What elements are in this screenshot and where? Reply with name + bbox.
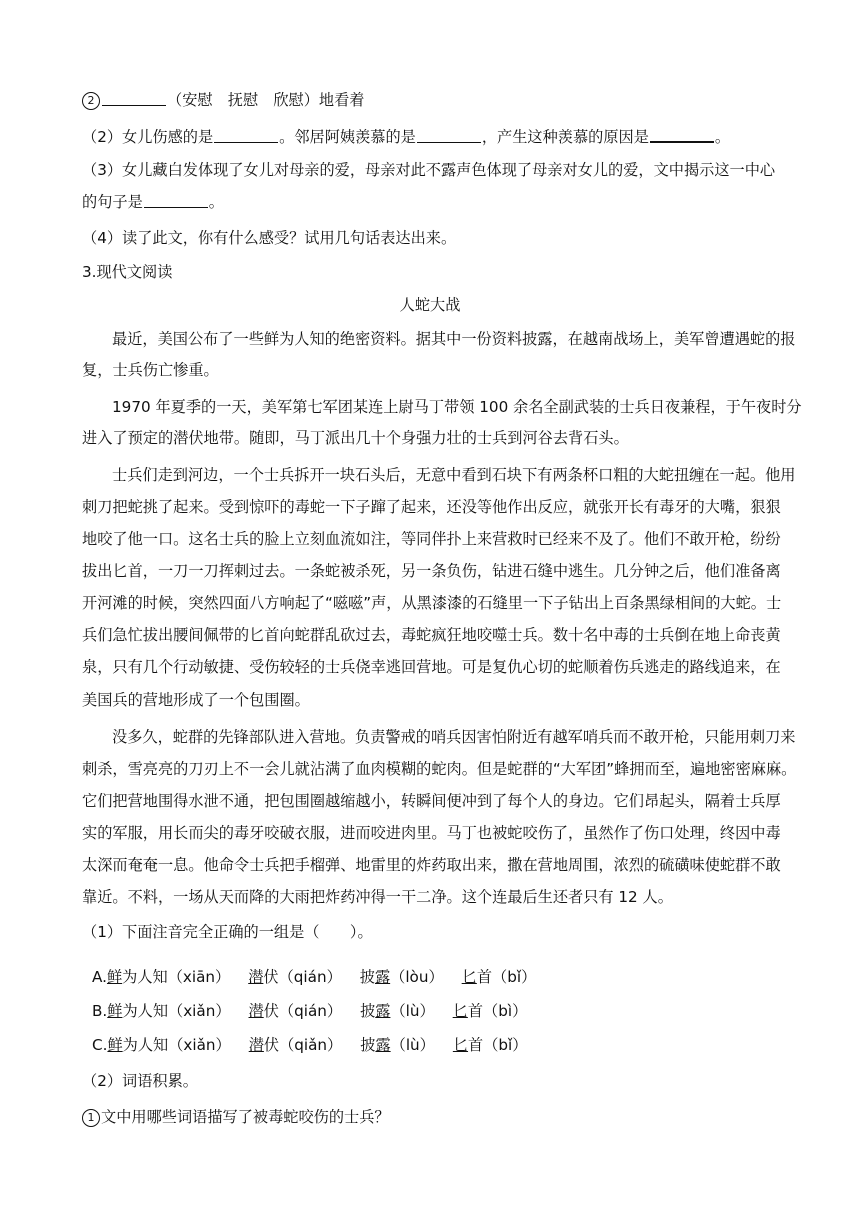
passage-line: 地咬了他一口。这名士兵的脸上立刻血流如注，等同伴扑上来营救时已经来不及了。他们不敢开枪，纷纷 bbox=[82, 530, 781, 548]
passage-line: 开河滩的时候，突然四面八方响起了“嗞嗞”声，从黑漆漆的石缝里一下子钻出上百条黑绿相间的大蛇。士 bbox=[82, 594, 782, 612]
option-b[interactable]: B.鲜为人知（xiǎn） 潜伏（qián） 披露（lù） 匕首（bì） bbox=[92, 1002, 528, 1020]
answer-blank[interactable] bbox=[144, 193, 208, 208]
option-a[interactable]: A.鲜为人知（xiān） 潜伏（qián） 披露（lòu） 匕首（bǐ） bbox=[92, 968, 537, 986]
passage-line: 1970 年夏季的一天，美军第七军团某连上尉马丁带领 100 余名全副武装的士兵日夜兼程，于午夜时分 bbox=[112, 398, 802, 416]
question-2-item-1: 1 文中用哪些词语描写了被毒蛇咬伤的士兵？ bbox=[82, 1107, 782, 1127]
passage-line: 拔出匕首，一刀一刀挥刺过去。一条蛇被杀死，另一条负伤，钻进石缝中逃生。几分钟之后，他们准备离 bbox=[82, 562, 781, 580]
passage-line: 刺杀，雪亮亮的刀刃上不一会儿就沾满了血肉模糊的蛇肉。但是蛇群的“大军团”蜂拥而至，遍地密密麻麻。 bbox=[82, 760, 797, 778]
question-2: （2）词语积累。 bbox=[82, 1072, 198, 1090]
passage-line: 兵们急忙拔出腰间佩带的匕首向蛇群乱砍过去，毒蛇疯狂地咬噬士兵。数十名中毒的士兵倒在地上命丧黄 bbox=[82, 626, 781, 644]
question-1: （1）下面注音完全正确的一组是（ ）。 bbox=[82, 923, 373, 941]
passage-line: 没多久，蛇群的先锋部队进入营地。负责警戒的哨兵因害怕附近有越军哨兵而不敢开枪，只能用刺刀来 bbox=[112, 728, 796, 746]
passage-line: 泉，只有几个行动敏捷、受伤较轻的士兵侥幸逃回营地。可是复仇心切的蛇顺着伤兵逃走的路线追来，在 bbox=[82, 658, 781, 676]
answer-blank[interactable] bbox=[650, 127, 714, 143]
section-heading: 3.现代文阅读 bbox=[82, 263, 173, 281]
sub-question-4: （4）读了此文，你有什么感受？试用几句话表达出来。 bbox=[82, 229, 457, 247]
sub-question-3: （3）女儿藏白发体现了女儿对母亲的爱，母亲对此不露声色体现了母亲对女儿的爱，文中揭示这一中心 bbox=[82, 161, 776, 179]
passage-line: 复，士兵伤亡惨重。 bbox=[82, 361, 219, 379]
answer-blank[interactable] bbox=[214, 128, 278, 143]
passage-line: 美国兵的营地形成了一个包围圈。 bbox=[82, 691, 310, 709]
answer-blank[interactable] bbox=[102, 91, 166, 106]
passage-title: 人蛇大战 bbox=[399, 296, 461, 314]
sub-question-3-cont: 的句子是 。 bbox=[82, 193, 224, 211]
passage-line: 实的军服，用长而尖的毒牙咬破衣服，进而咬进肉里。马丁也被蛇咬伤了，虽然作了伤口处理，终因中毒 bbox=[82, 824, 781, 842]
sub-question-2: （2）女儿伤感的是 。邻居阿姨羡慕的是 ，产生这种羡慕的原因是 。 bbox=[82, 128, 731, 146]
passage-line: 太深而奄奄一息。他命令士兵把手榴弹、地雷里的炸药取出来，撒在营地周围，浓烈的硫磺味使蛇群不敢 bbox=[82, 856, 781, 874]
question-item-2 bbox=[82, 90, 782, 110]
item-text: （安慰 抚慰 欣慰）地看着 bbox=[167, 91, 365, 109]
circled-number: 2 bbox=[82, 92, 100, 110]
answer-blank[interactable] bbox=[417, 128, 481, 143]
passage-line: 它们把营地围得水泄不通，把包围圈越缩越小，转瞬间便冲到了每个人的身边。它们昂起头，隔着士兵厚 bbox=[82, 792, 781, 810]
passage-line: 刺刀把蛇挑了起来。受到惊吓的毒蛇一下子蹿了起来，还没等他作出反应，就张开长有毒牙的大嘴，狠狠 bbox=[82, 498, 781, 516]
passage-line: 士兵们走到河边，一个士兵拆开一块石头后，无意中看到石块下有两条杯口粗的大蛇扭缠在一起。他用 bbox=[112, 466, 796, 484]
passage-line: 进入了预定的潜伏地带。随即，马丁派出几十个身强力壮的士兵到河谷去背石头。 bbox=[82, 429, 629, 447]
circled-number: 1 bbox=[82, 1109, 100, 1127]
passage-line: 靠近。不料，一场从天而降的大雨把炸药冲得一干二净。这个连最后生还者只有 12 人。 bbox=[82, 888, 673, 906]
option-c[interactable]: C.鲜为人知（xiǎn） 潜伏（qiǎn） 披露（lù） 匕首（bǐ） bbox=[92, 1036, 528, 1054]
passage-line: 最近，美国公布了一些鲜为人知的绝密资料。据其中一份资料披露，在越南战场上，美军曾遭遇蛇的报 bbox=[112, 330, 796, 348]
